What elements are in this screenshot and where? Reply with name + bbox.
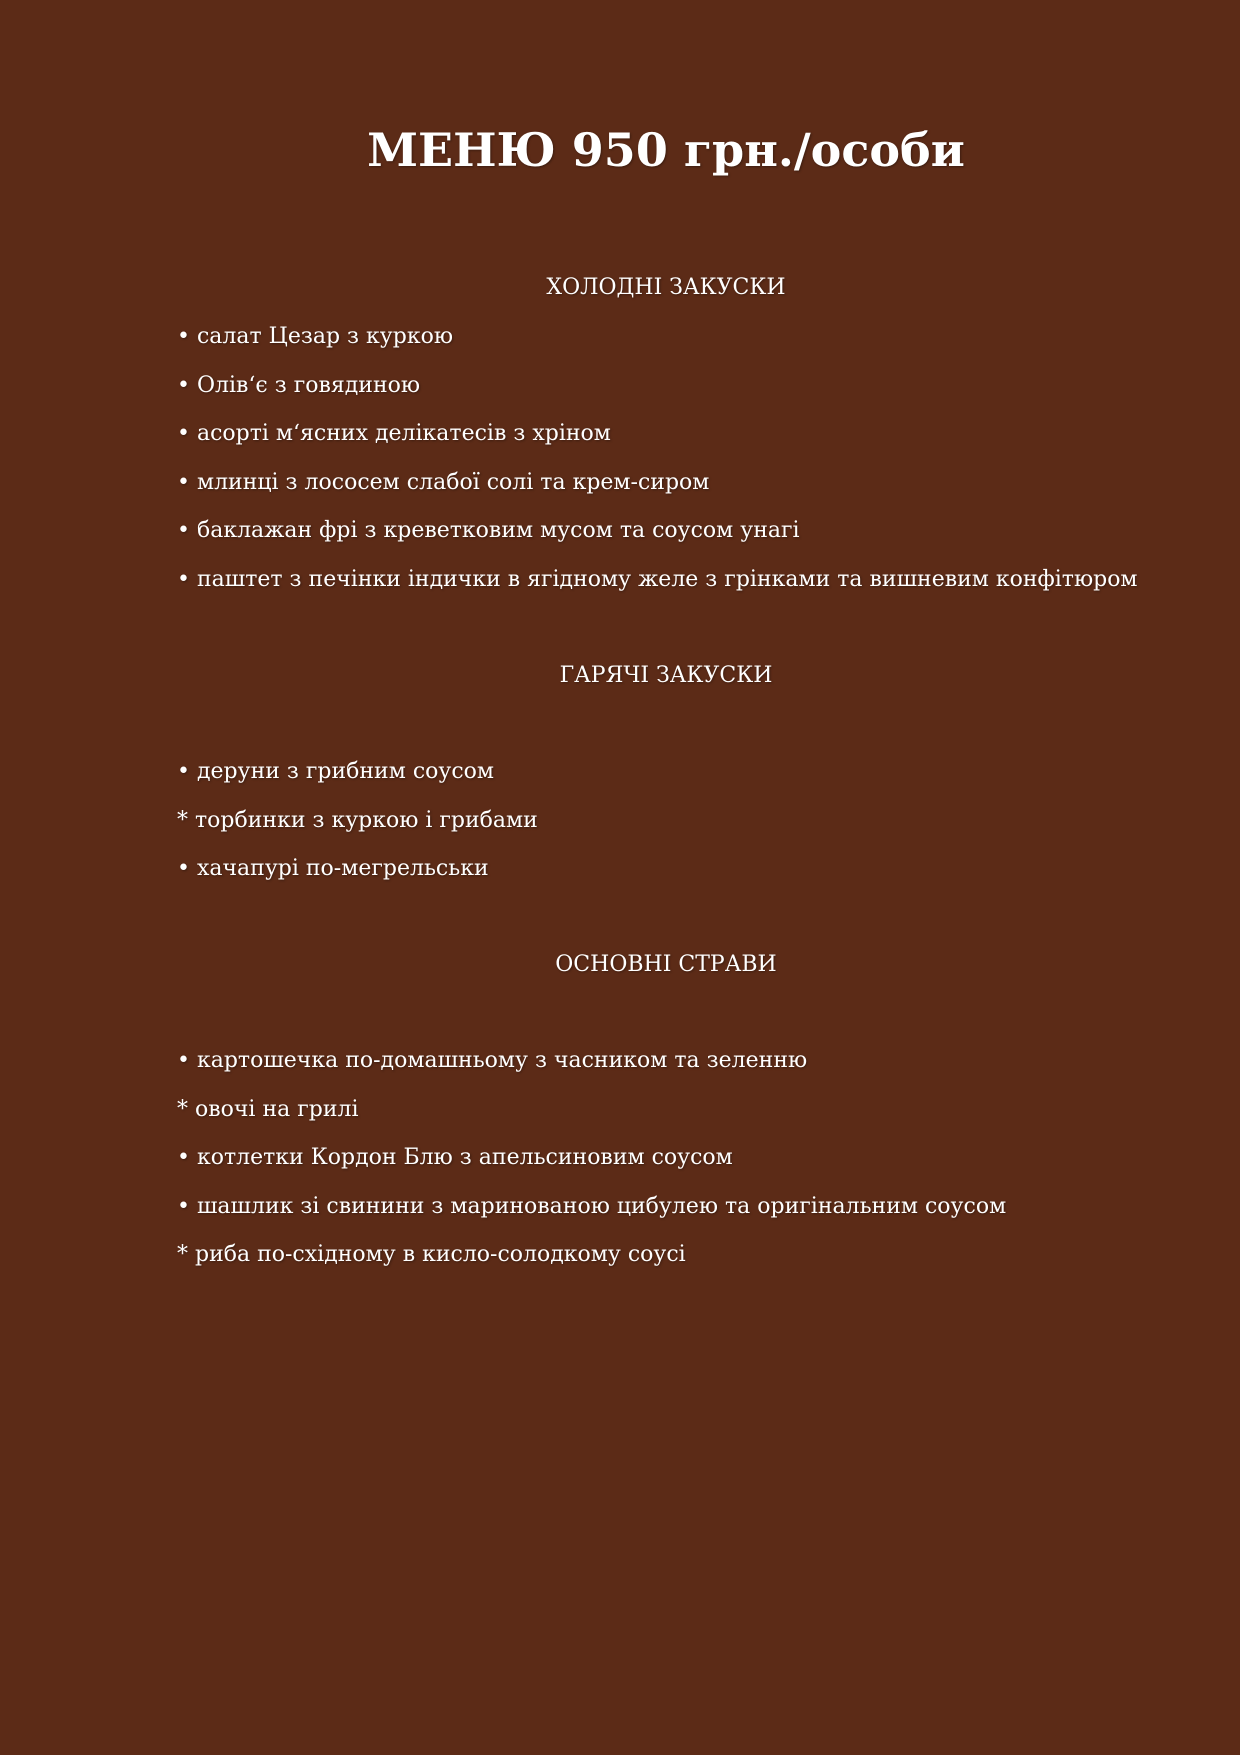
- list-item: * риба по-східному в кисло-солодкому соусі: [177, 1242, 686, 1267]
- page-title: МЕНЮ 950 грн./особи: [367, 123, 965, 177]
- hot-appetizers-list: [177, 756, 538, 902]
- list-item: • млинці з лососем слабої солі та крем-сиром: [177, 469, 710, 495]
- section-heading-main-courses: ОСНОВНІ СТРАВИ: [555, 952, 777, 977]
- list-item: • шашлик зі свинини з маринованою цибулею та оригінальним соусом: [177, 1193, 1007, 1219]
- list-item: • деруни з грибним соусом: [177, 759, 495, 784]
- list-item: • баклажан фрі з креветковим мусом та соусом унагі: [177, 518, 800, 543]
- list-item: • Олівʻє з говядиною: [177, 372, 421, 398]
- section-heading-hot-appetizers: ГАРЯЧІ ЗАКУСКИ: [559, 663, 773, 688]
- list-item: • салат Цезар з куркою: [177, 324, 453, 349]
- list-item: • картошечка по-домашньому з часником та зеленню: [177, 1048, 808, 1073]
- list-item: * торбинки з куркою і грибами: [177, 807, 538, 833]
- main-courses-list: [177, 1045, 1006, 1288]
- list-item: • хачапурі по-мегрельськи: [177, 856, 489, 881]
- list-item: • асорті мʻясних делікатесів з хріном: [177, 421, 611, 446]
- section-heading-cold-appetizers: ХОЛОДНІ ЗАКУСКИ: [546, 275, 786, 300]
- list-item: * овочі на грилі: [177, 1096, 359, 1122]
- cold-appetizers-list: [177, 321, 1138, 612]
- list-item: • паштет з печінки індички в ягідному желе з грінками та вишневим конфітюром: [177, 566, 1138, 592]
- list-item: • котлетки Кордон Блю з апельсиновим соусом: [177, 1145, 733, 1170]
